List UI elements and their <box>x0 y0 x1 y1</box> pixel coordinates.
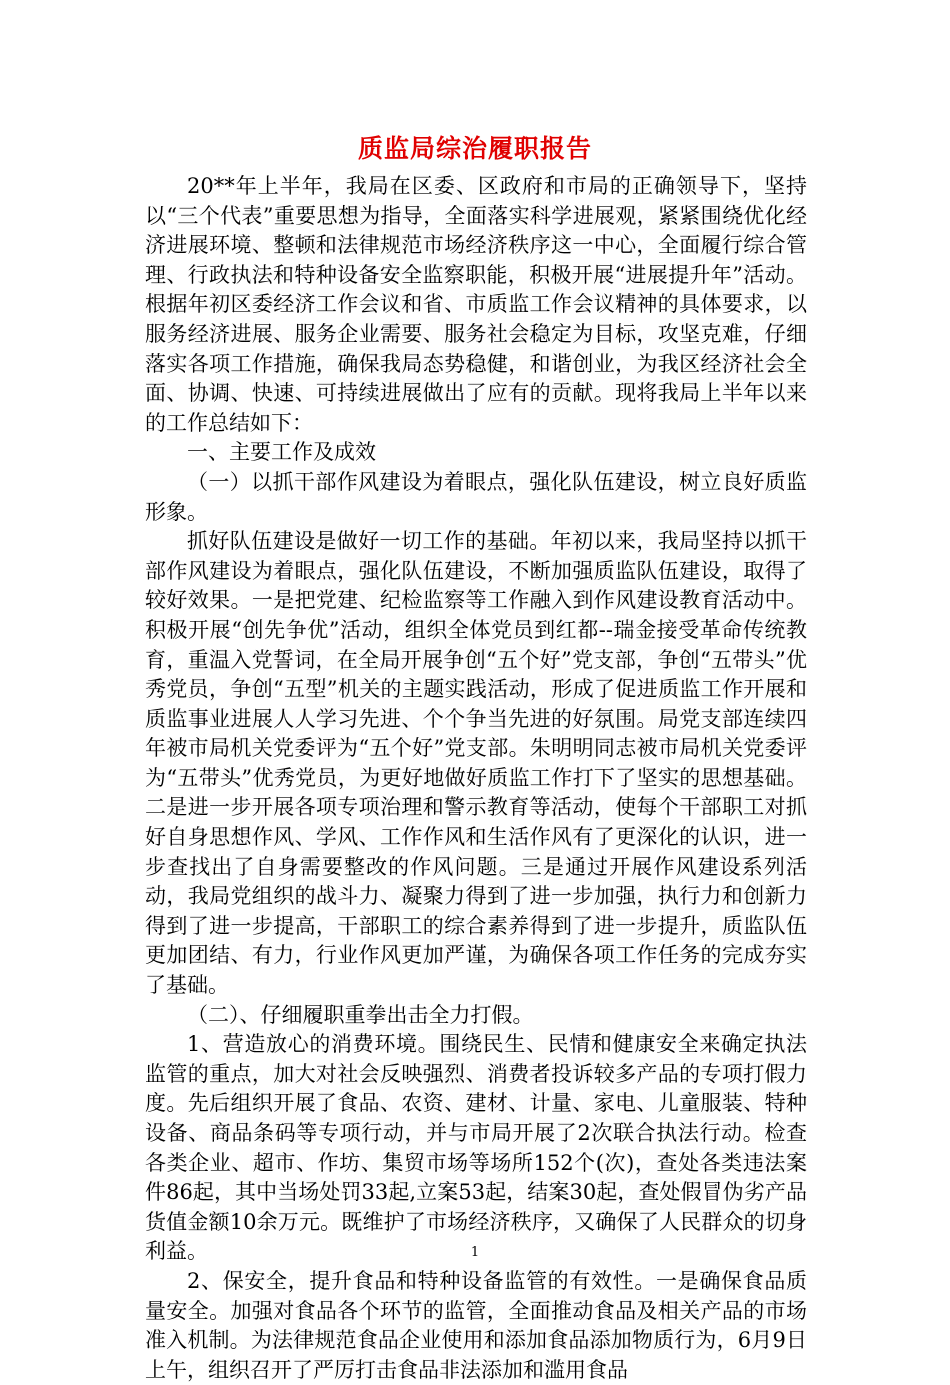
paragraph-intro: 20**年上半年，我局在区委、区政府和市局的正确领导下，坚持以“三个代表”重要思想为指导，全面落实科学进展观，紧紧围绕优化经济进展环境、整顿和法律规范市场经济秩序这一中心，全面履行综合管理、行政执法和特种设备安全监察职能，积极开展“进展提升年”活动。根据年初区委经济工作会议和省、市质监工作会议精神的具体要求，以服务经济进展、服务企业需要、服务社会稳定为目标，攻坚克难，仔细落实各项工作措施，确保我局态势稳健，和谐创业，为我区经济社会全面、协调、快速、可持续进展做出了应有的贡献。现将我局上半年以来的工作总结如下： <box>145 174 807 435</box>
section-heading-main-work: 一、主要工作及成效 <box>187 440 376 465</box>
document-title: 质监局综治履职报告 <box>357 134 592 163</box>
paragraph-safety-supervision: 2、保安全，提升食品和特种设备监管的有效性。一是确保食品质量安全。加强对食品各个环节的监管，全面推动食品及相关产品的市场准入机制。为法律规范食品企业使用和添加食品添加物质行为，6月9日上午，组织召开了严厉打击食品非法添加和滥用食品 <box>145 1268 807 1382</box>
paragraph-team-building: 抓好队伍建设是做好一切工作的基础。年初以来，我局坚持以抓干部作风建设为着眼点，强化队伍建设，不断加强质监队伍建设，取得了较好效果。一是把党建、纪检监察等工作融入到作风建设教育活动中。积极开展“创先争优”活动，组织全体党员到红都--瑞金接受革命传统教育，重温入党誓词，在全局开展争创“五个好”党支部，争创“五带头”优秀党员，争创“五型”机关的主题实践活动，形成了促进质监工作开展和质监事业进展人人学习先进、个个争当先进的好氛围。局党支部连续四年被市局机关党委评为“五个好”党支部。朱明明同志被市局机关党委评为“五带头”优秀党员，为更好地做好质监工作打下了坚实的思想基础。二是进一步开展各项专项治理和警示教育等活动，使每个干部职工对抓好自身思想作风、学风、工作作风和生活作风有了更深化的认识，进一步查找出了自身需要整改的作风问题。三是通过开展作风建设系列活动，我局党组织的战斗力、凝聚力得到了进一步加强，执行力和创新力得到了进一步提高，干部职工的综合素养得到了进一步提升，质监队伍更加团结、有力，行业作风更加严谨，为确保各项工作任务的完成夯实了基础。 <box>145 529 807 998</box>
page-number: 1 <box>470 1245 480 1260</box>
document-body <box>145 172 807 1385</box>
subsection-heading-cadre-style: （一）以抓干部作风建设为着眼点，强化队伍建设，树立良好质监形象。 <box>145 469 807 524</box>
subsection-heading-anti-counterfeit: （二）、仔细履职重拳出击全力打假。 <box>187 1002 534 1027</box>
paragraph-consumer-environment: 1、营造放心的消费环境。围绕民生、民情和健康安全来确定执法监管的重点，加大对社会反映强烈、消费者投诉较多产品的专项打假力度。先后组织开展了食品、农资、建材、计量、家电、儿童服装、特种设备、商品条码等专项行动，并与市局开展了2次联合执法行动。检查各类企业、超市、作坊、集贸市场等场所152个(次)，查处各类违法案件86起，其中当场处罚33起,立案53起，结案30起，查处假冒伪劣产品货值金额10余万元。既维护了市场经济秩序，又确保了人民群众的切身利益。 <box>145 1032 807 1264</box>
